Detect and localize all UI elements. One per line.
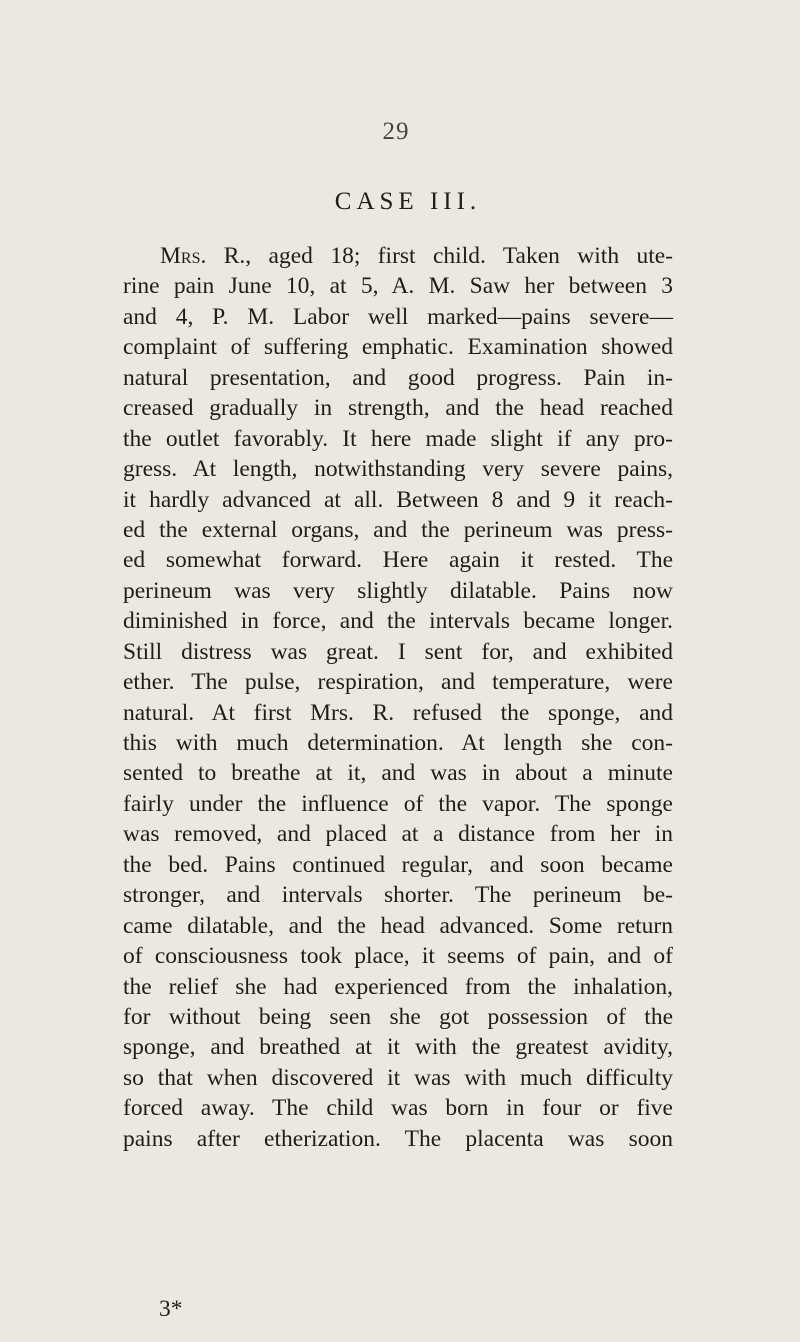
text-line: pains after etherization. The placenta was soon <box>123 1125 673 1152</box>
text-line: rine pain June 10, at 5, A. M. Saw her between 3 <box>123 273 673 300</box>
text-line: this with much determination. At length she con- <box>123 730 673 756</box>
text-line: ether. The pulse, respiration, and temperature, were <box>123 669 673 696</box>
text-line: ed the external organs, and the perineum was press- <box>123 516 673 543</box>
opening-name: Mrs. <box>160 243 207 269</box>
text-line: complaint of suffering emphatic. Examination showed <box>123 334 673 361</box>
text-line: it hardly advanced at all. Between 8 and 9 it reach- <box>123 486 673 513</box>
text-line: of consciousness took place, it seems of pain, and of <box>123 943 673 970</box>
text-line: natural. At first Mrs. R. refused the sponge, and <box>123 699 673 726</box>
text-line: was removed, and placed at a distance from her in <box>123 821 673 848</box>
text-line: natural presentation, and good progress. Pain in- <box>123 364 673 391</box>
body-text <box>123 241 673 1154</box>
text-line: came dilatable, and the head advanced. Some return <box>123 912 673 939</box>
text-line: stronger, and intervals shorter. The perineum be- <box>123 882 673 909</box>
text-line: perineum was very slightly dilatable. Pains now <box>123 577 673 604</box>
text-line: creased gradually in strength, and the head reached <box>123 395 673 422</box>
text-line: diminished in force, and the intervals became longer. <box>123 608 673 635</box>
text-line: Still distress was great. I sent for, and exhibited <box>123 638 673 665</box>
text-line: ed somewhat forward. Here again it rested. The <box>123 547 673 574</box>
case-heading: CASE III. <box>334 188 482 215</box>
page-number: 29 <box>382 118 410 145</box>
signature-mark: 3* <box>159 1296 183 1322</box>
text-line: for without being seen she got possession of the <box>123 1003 673 1030</box>
text-line: the bed. Pains continued regular, and soon became <box>123 851 673 878</box>
text-line: the outlet favorably. It here made slight if any pro- <box>123 425 673 452</box>
text-line: and 4, P. M. Labor well marked—pains severe— <box>123 303 673 330</box>
text-line: fairly under the influence of the vapor. The sponge <box>123 790 673 817</box>
text-line: forced away. The child was born in four or five <box>123 1095 673 1122</box>
text-line: gress. At length, notwithstanding very severe pains, <box>123 456 673 483</box>
text-line: sponge, and breathed at it with the greatest avidity, <box>123 1034 673 1061</box>
text-line: sented to breathe at it, and was in about a minute <box>123 760 673 787</box>
text-line: Mrs. R., aged 18; first child. Taken with ute- <box>160 243 673 269</box>
text-line: the relief she had experienced from the inhalation, <box>123 973 673 1000</box>
text-line: so that when discovered it was with much difficulty <box>123 1064 673 1091</box>
